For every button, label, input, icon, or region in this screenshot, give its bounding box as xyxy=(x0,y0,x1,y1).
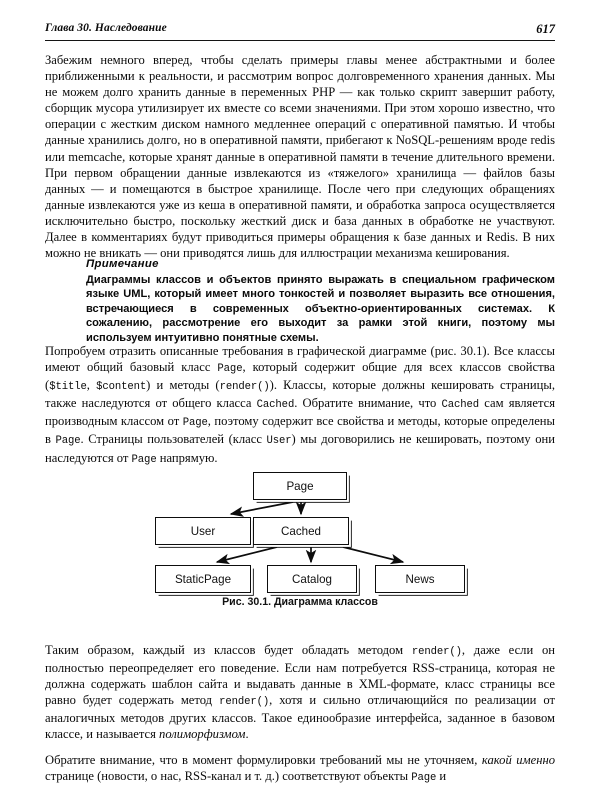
header-divider xyxy=(45,40,555,41)
running-head xyxy=(45,22,555,42)
code-page: Page xyxy=(55,435,81,448)
edge-page-user xyxy=(231,502,293,514)
paragraph-block-1 xyxy=(45,52,555,261)
text-run: . xyxy=(245,727,249,742)
code-render-method: render() xyxy=(411,646,462,658)
code-render-method: render() xyxy=(219,696,270,709)
class-box-label: News xyxy=(405,572,435,586)
figure-caption: Рис. 30.1. Диаграмма классов xyxy=(222,596,378,608)
code-user: User xyxy=(266,435,292,448)
code-page: Page xyxy=(182,417,208,430)
text-run: . Обратите внимание, что xyxy=(294,396,442,411)
text-run: ) и методы ( xyxy=(146,378,220,393)
code-render-method: render() xyxy=(219,381,270,394)
page-number: 617 xyxy=(536,22,555,36)
text-run: , хотя и сильно отличающийся по реализации от аналогичных методов других классов. Такое единообразие интерфейса, заданное в базовом классе, и называется xyxy=(45,693,555,742)
note-title: Примечание xyxy=(86,258,159,270)
text-run: Попробуем отразить описанные требования в графической диаграмме (рис. 30.1). Все классы имеют общий базовый класс xyxy=(45,344,555,375)
text-run: , поэтому содержит все свойства и методы, которые определены в xyxy=(45,414,555,447)
paragraph-class-diagram-desc xyxy=(45,343,555,468)
text-run: ). Классы, которые должны кешировать страницы, также наследуются от общего класса xyxy=(45,378,555,411)
class-box-label: Page xyxy=(286,479,314,493)
code-title-prop: $title xyxy=(49,381,87,394)
class-box-page xyxy=(253,472,347,500)
class-box-label: User xyxy=(190,524,216,538)
edge-cached-staticpage xyxy=(217,547,277,562)
text-run: Таким образом, каждый из классов будет обладать методом xyxy=(45,643,412,657)
class-box-user xyxy=(155,517,251,545)
text-run: , xyxy=(86,378,97,393)
paragraph-requirements xyxy=(45,752,555,786)
text-run: сам является производным классом от xyxy=(45,396,555,429)
paragraph-polymorphism xyxy=(45,642,555,743)
text-run: , даже если он полностью переопределяет его поведение. Если нам потребуется RSS-страница, которая не должна содержать шаблон сайта и выдавать данные в XML-формате, класс страницы все равно будет содержать метод xyxy=(45,643,555,708)
class-box-news xyxy=(375,565,465,593)
note-callout xyxy=(86,258,555,345)
code-page: Page xyxy=(411,771,437,784)
class-box-catalog xyxy=(267,565,357,593)
code-page: Page xyxy=(131,453,157,466)
text-run: странице (новости, о нас, RSS-канал и т. д.) соответствуют объекты xyxy=(45,768,412,783)
class-box-cached xyxy=(253,517,349,545)
emphasis-which-exactly: какой именно xyxy=(481,752,556,767)
code-content-prop: $content xyxy=(96,381,147,394)
note-text: Диаграммы классов и объектов принято выражать в специальном графическом языке UML, который имеет много тонкостей и позволяет выразить все отношения, встречающиеся в современных объектно-ориентированных системах. К сожалению, рассмотрение его выходит за рамки этой книги, поэтому мы используем интуитивно понятные схемы. xyxy=(86,274,555,344)
paragraph-block-3 xyxy=(45,642,555,786)
code-cached: Cached xyxy=(256,399,295,412)
text-run: . Страницы пользователей (класс xyxy=(80,432,267,447)
text-run: , который содержит общие для всех классов свойства ( xyxy=(45,360,555,393)
text-run: ) мы договорились не кешировать, поэтому они наследуются от xyxy=(45,432,555,465)
class-box-label: Catalog xyxy=(292,572,332,586)
emphasis-polymorphism: полиморфизмом xyxy=(159,727,246,742)
code-cached: Cached xyxy=(441,399,480,412)
code-page: Page xyxy=(217,363,243,376)
paragraph-intro: Забежим немного вперед, чтобы сделать примеры главы менее абстрактными и более приближенными к реальности, и рассмотрим вопрос долговременного хранения данных. Мы не можем долго хранить данные в переменных PHP — как только скрипт завершит работу, сборщик мусора утилизирует их вместе со всеми значениями. При этом хорошо известно, что операции с жестким диском намного медленнее операций с оперативной памятью. И чтобы данные хранились долго, но в оперативной памяти, прибегают к NoSQL-решениям вроде redis или memcache, которые хранят данные в оперативной памяти в течение длительного времени. При первом обращении данные извлекаются из «тяжелого» хранилища — файлов базы данных — и помещаются в быстрое хранилище. После чего при следующих обращениях данные извлекаются уже из кеша в оперативной памяти, и обработка запроса осуществляется исключительно быстро, поскольку жесткий диск и база данных в обработке не участвуют. Далее в комментариях будут приводиться примеры обращения к базе данных и Redis. В них можно не вникать — они приводятся лишь для иллюстрации механизма кеширования. xyxy=(45,53,555,261)
text-run: Обратите внимание, что в момент формулировки требований мы не уточняем, xyxy=(45,752,482,767)
paragraph-block-2 xyxy=(45,343,555,468)
text-run: напрямую. xyxy=(156,450,218,465)
chapter-title: Глава 30. Наследование xyxy=(45,22,167,34)
class-box-staticpage xyxy=(155,565,251,593)
class-box-label: Cached xyxy=(281,524,321,538)
edge-cached-news xyxy=(343,547,403,562)
text-run: и xyxy=(436,768,447,783)
class-box-label: StaticPage xyxy=(174,572,232,586)
figure-class-diagram xyxy=(45,462,555,612)
